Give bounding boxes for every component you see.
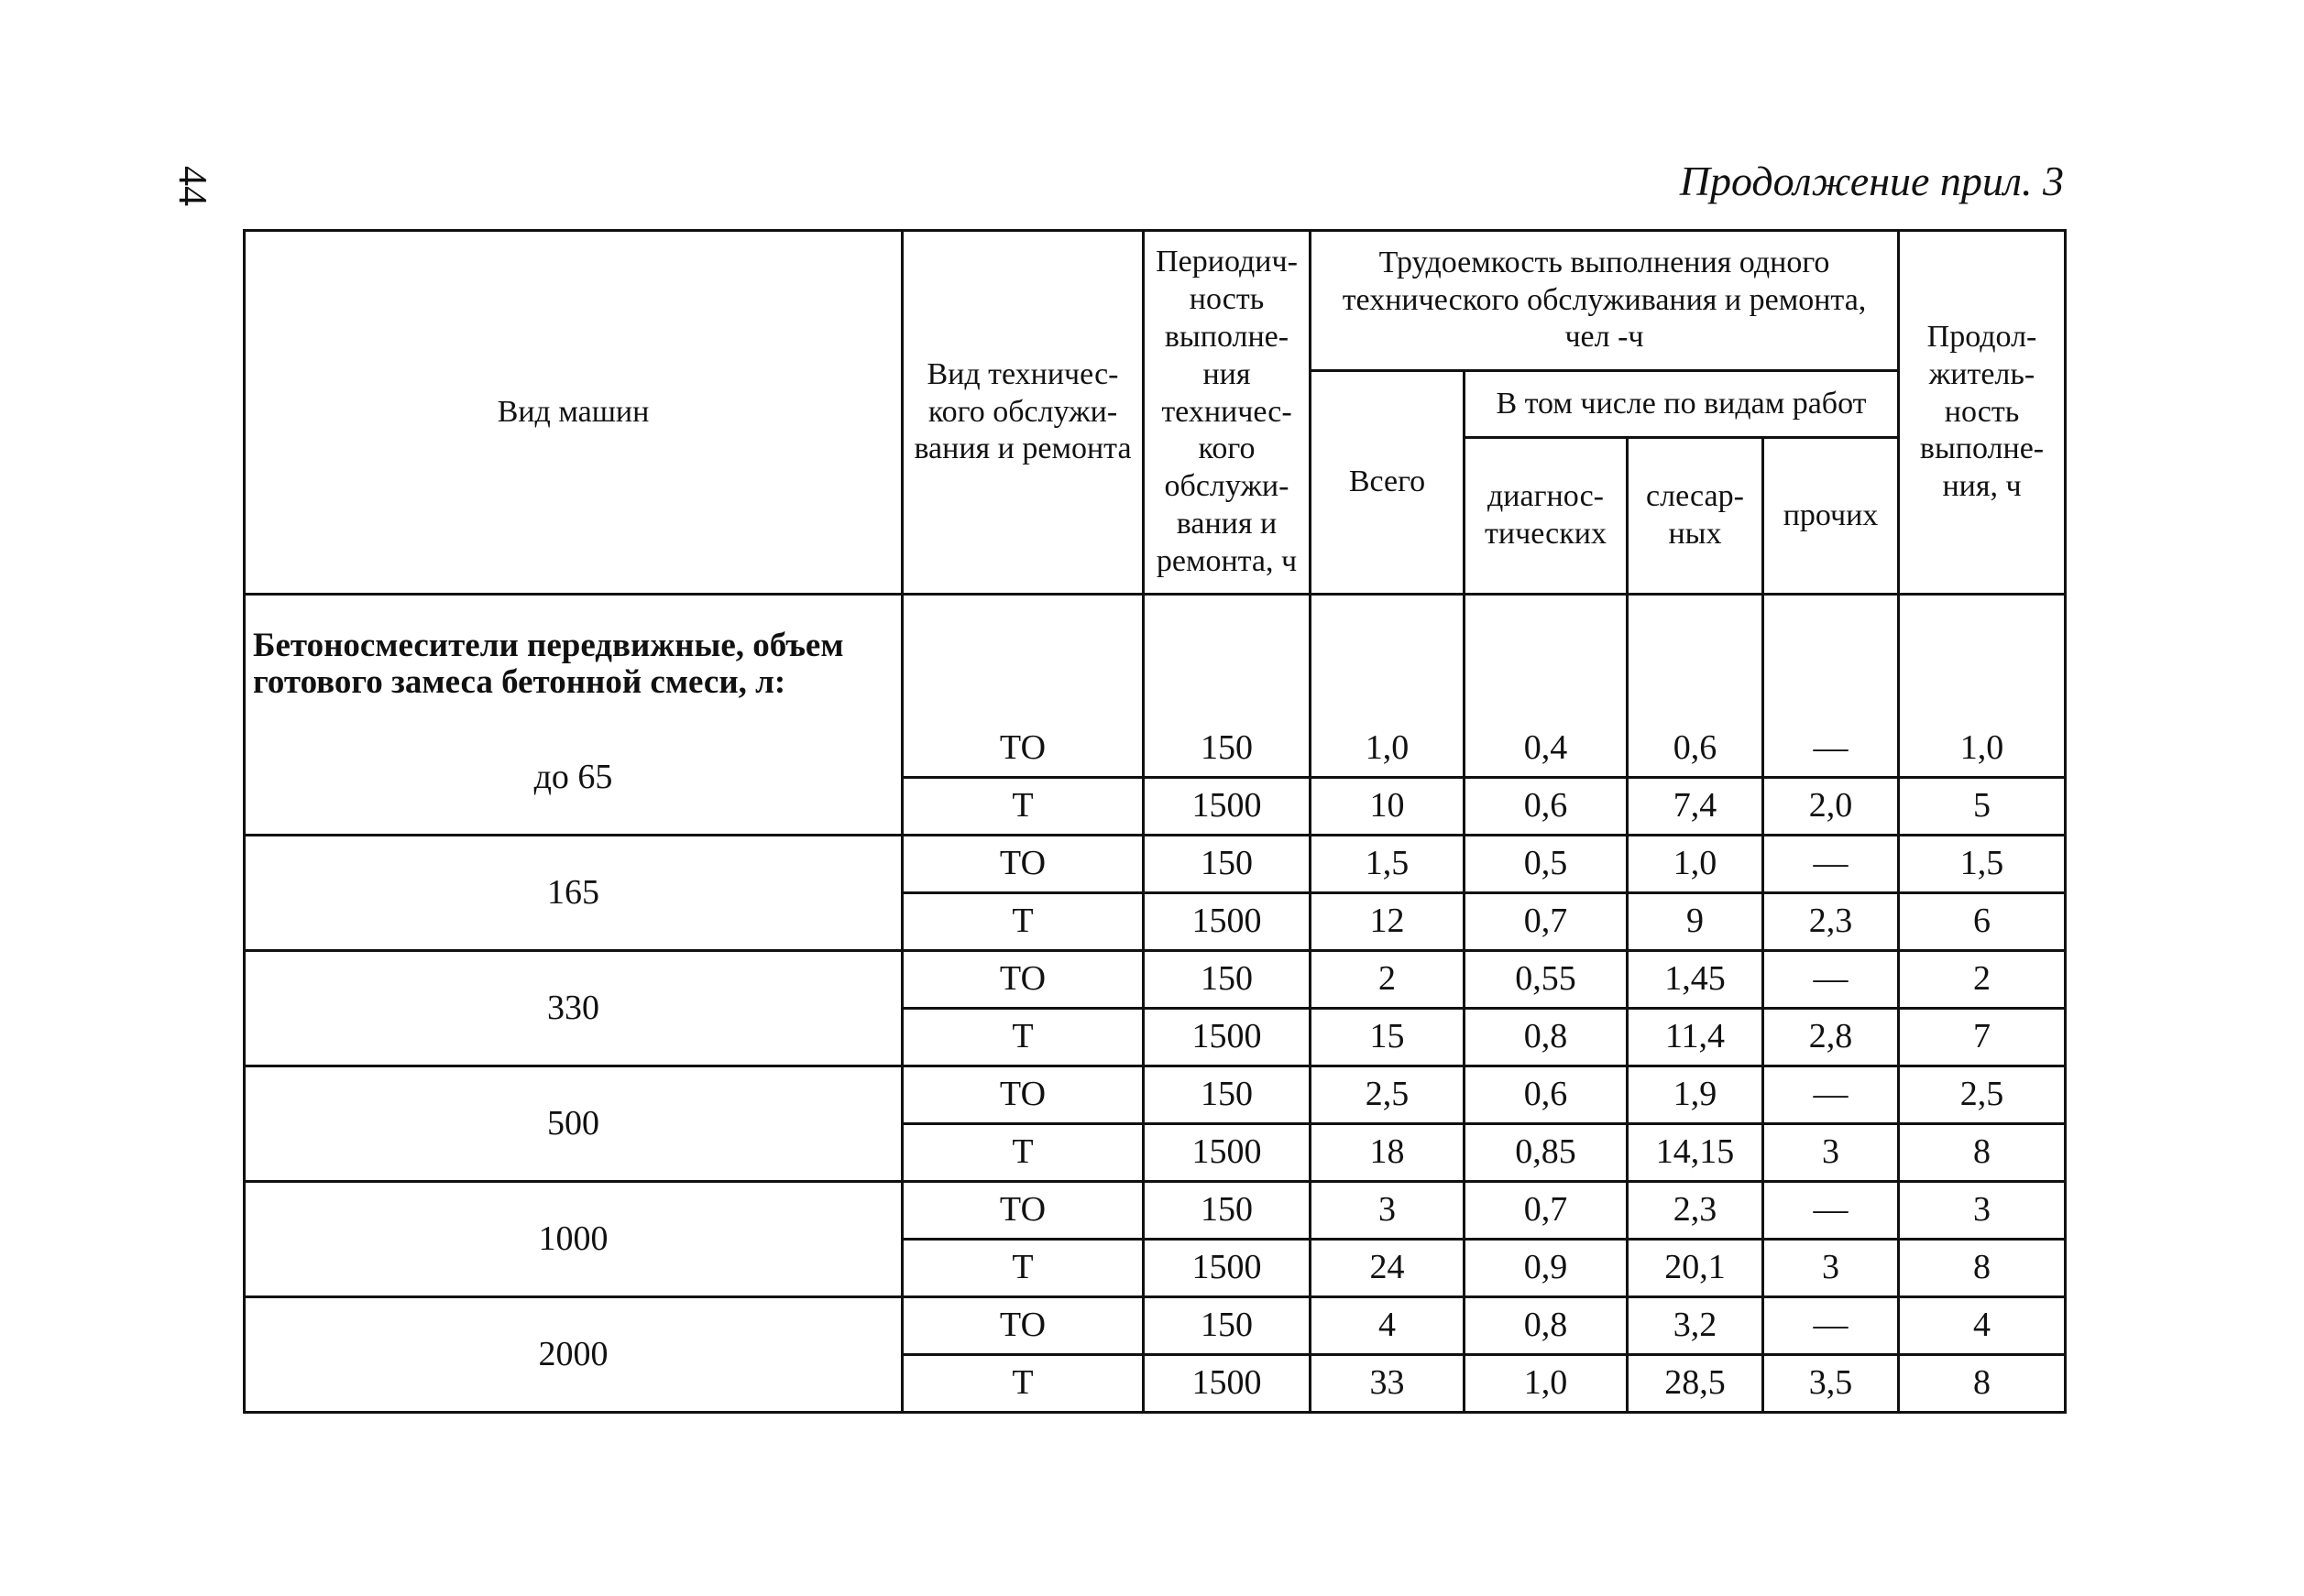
diagnostic-cell: 1,0 xyxy=(1465,1355,1628,1413)
diagnostic-cell: 0,8 xyxy=(1465,1009,1628,1066)
periodicity-cell: 150 xyxy=(1144,836,1311,893)
other-cell: — xyxy=(1763,836,1899,893)
duration-cell: 4 xyxy=(1899,1297,2066,1355)
locksmith-cell: 2,3 xyxy=(1628,1182,1763,1240)
other-cell: 2,8 xyxy=(1763,1009,1899,1066)
service-type-cell: Т xyxy=(903,1240,1144,1297)
machine-size-cell: до 65 xyxy=(245,721,903,836)
duration-cell: 6 xyxy=(1899,893,2066,951)
locksmith-cell: 14,15 xyxy=(1628,1124,1763,1182)
diagnostic-cell: 0,85 xyxy=(1465,1124,1628,1182)
locksmith-cell: 1,45 xyxy=(1628,951,1763,1009)
total-cell: 15 xyxy=(1311,1009,1465,1066)
periodicity-cell: 150 xyxy=(1144,721,1311,778)
duration-cell: 3 xyxy=(1899,1182,2066,1240)
service-type-cell: Т xyxy=(903,1009,1144,1066)
duration-cell: 2 xyxy=(1899,951,2066,1009)
other-cell: 2,3 xyxy=(1763,893,1899,951)
periodicity-cell: 150 xyxy=(1144,1182,1311,1240)
service-type-cell: ТО xyxy=(903,836,1144,893)
locksmith-cell: 0,6 xyxy=(1628,721,1763,778)
periodicity-cell: 150 xyxy=(1144,1066,1311,1124)
table-row xyxy=(245,836,2066,893)
header-periodicity: Периодич-ность выполне-ния техничес-кого обслужи-вания и ремонта, ч xyxy=(1144,231,1311,595)
table-row xyxy=(245,721,2066,778)
diagnostic-cell: 0,7 xyxy=(1465,1182,1628,1240)
service-type-cell: ТО xyxy=(903,721,1144,778)
periodicity-cell: 150 xyxy=(1144,951,1311,1009)
duration-cell: 2,5 xyxy=(1899,1066,2066,1124)
diagnostic-cell: 0,5 xyxy=(1465,836,1628,893)
locksmith-cell: 7,4 xyxy=(1628,778,1763,836)
other-cell: 3,5 xyxy=(1763,1355,1899,1413)
service-type-cell: ТО xyxy=(903,1066,1144,1124)
duration-cell: 1,5 xyxy=(1899,836,2066,893)
periodicity-cell: 1500 xyxy=(1144,778,1311,836)
periodicity-cell: 1500 xyxy=(1144,1009,1311,1066)
service-type-cell: ТО xyxy=(903,951,1144,1009)
locksmith-cell: 1,9 xyxy=(1628,1066,1763,1124)
total-cell: 1,0 xyxy=(1311,721,1465,778)
group-title-row xyxy=(245,595,2066,722)
other-cell: — xyxy=(1763,721,1899,778)
locksmith-cell: 20,1 xyxy=(1628,1240,1763,1297)
total-cell: 3 xyxy=(1311,1182,1465,1240)
locksmith-cell: 28,5 xyxy=(1628,1355,1763,1413)
table-row xyxy=(245,1066,2066,1124)
duration-cell: 7 xyxy=(1899,1009,2066,1066)
total-cell: 4 xyxy=(1311,1297,1465,1355)
total-cell: 12 xyxy=(1311,893,1465,951)
periodicity-cell: 1500 xyxy=(1144,1240,1311,1297)
continuation-caption: Продолжение прил. 3 xyxy=(1679,158,2064,204)
service-type-cell: Т xyxy=(903,1124,1144,1182)
other-cell: — xyxy=(1763,1066,1899,1124)
header-including: В том числе по видам работ xyxy=(1465,371,1899,438)
diagnostic-cell: 0,7 xyxy=(1465,893,1628,951)
periodicity-cell: 1500 xyxy=(1144,893,1311,951)
other-cell: 3 xyxy=(1763,1124,1899,1182)
diagnostic-cell: 0,8 xyxy=(1465,1297,1628,1355)
periodicity-cell: 150 xyxy=(1144,1297,1311,1355)
total-cell: 10 xyxy=(1311,778,1465,836)
header-machine-type: Вид машин xyxy=(245,231,903,595)
duration-cell: 8 xyxy=(1899,1240,2066,1297)
total-cell: 2,5 xyxy=(1311,1066,1465,1124)
header-duration: Продол-житель-ность выполне-ния, ч xyxy=(1899,231,2066,595)
periodicity-cell: 1500 xyxy=(1144,1124,1311,1182)
locksmith-cell: 3,2 xyxy=(1628,1297,1763,1355)
other-cell: — xyxy=(1763,951,1899,1009)
other-cell: 3 xyxy=(1763,1240,1899,1297)
header-total: Всего xyxy=(1311,371,1465,595)
table-row xyxy=(245,1297,2066,1355)
duration-cell: 8 xyxy=(1899,1124,2066,1182)
other-cell: — xyxy=(1763,1182,1899,1240)
machine-size-cell: 1000 xyxy=(245,1182,903,1297)
header-service-type: Вид техничес-кого обслужи-вания и ремонта xyxy=(903,231,1144,595)
other-cell: 2,0 xyxy=(1763,778,1899,836)
header-locksmith: слесар-ных xyxy=(1628,438,1763,595)
diagnostic-cell: 0,9 xyxy=(1465,1240,1628,1297)
header-other: прочих xyxy=(1763,438,1899,595)
page-number: 44 xyxy=(170,166,215,206)
diagnostic-cell: 0,6 xyxy=(1465,1066,1628,1124)
service-type-cell: Т xyxy=(903,893,1144,951)
machine-size-cell: 2000 xyxy=(245,1297,903,1413)
locksmith-cell: 9 xyxy=(1628,893,1763,951)
total-cell: 33 xyxy=(1311,1355,1465,1413)
machine-size-cell: 165 xyxy=(245,836,903,951)
table-row xyxy=(245,951,2066,1009)
header-labor: Трудоемкость выполнения одного технического обслуживания и ремонта, чел -ч xyxy=(1311,231,1899,371)
locksmith-cell: 1,0 xyxy=(1628,836,1763,893)
diagnostic-cell: 0,6 xyxy=(1465,778,1628,836)
header-diagnostic: диагнос-тических xyxy=(1465,438,1628,595)
maintenance-table xyxy=(243,229,2067,1414)
table-row xyxy=(245,1182,2066,1240)
other-cell: — xyxy=(1763,1297,1899,1355)
duration-cell: 8 xyxy=(1899,1355,2066,1413)
total-cell: 1,5 xyxy=(1311,836,1465,893)
diagnostic-cell: 0,4 xyxy=(1465,721,1628,778)
service-type-cell: ТО xyxy=(903,1297,1144,1355)
service-type-cell: Т xyxy=(903,1355,1144,1413)
machine-size-cell: 500 xyxy=(245,1066,903,1182)
duration-cell: 1,0 xyxy=(1899,721,2066,778)
locksmith-cell: 11,4 xyxy=(1628,1009,1763,1066)
diagnostic-cell: 0,55 xyxy=(1465,951,1628,1009)
total-cell: 18 xyxy=(1311,1124,1465,1182)
total-cell: 2 xyxy=(1311,951,1465,1009)
service-type-cell: ТО xyxy=(903,1182,1144,1240)
duration-cell: 5 xyxy=(1899,778,2066,836)
total-cell: 24 xyxy=(1311,1240,1465,1297)
group-title: Бетоносмесители передвижные, объем готового замеса бетонной смеси, л: xyxy=(245,595,903,722)
service-type-cell: Т xyxy=(903,778,1144,836)
periodicity-cell: 1500 xyxy=(1144,1355,1311,1413)
machine-size-cell: 330 xyxy=(245,951,903,1066)
